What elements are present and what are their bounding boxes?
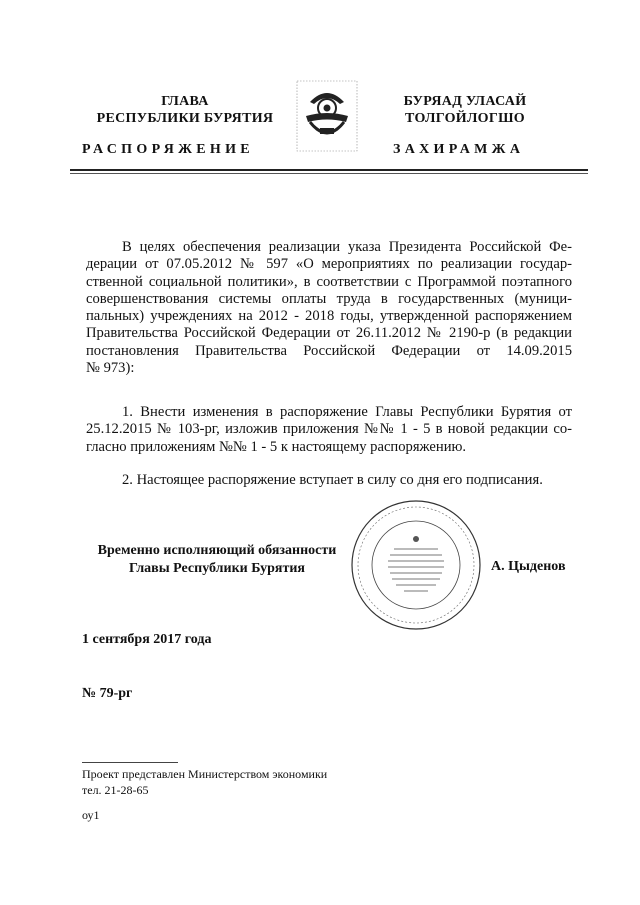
issuer-subtitle-bua: ТОЛГОЙЛОГШО — [405, 111, 525, 126]
issuer-block-ru — [70, 93, 300, 127]
signatory-name: А. Цыденов — [491, 559, 566, 574]
text-line: гласно приложениям №№ 1 - 5 к настоящему распоряжению. — [86, 438, 467, 455]
text-line: дерации от 07.05.2012 № 597 «О мероприятиях по реализации государ- — [86, 256, 572, 273]
signatory-title-line: Временно исполняющий обязанности — [97, 543, 337, 558]
document-type-bua: ЗАХИРАМЖА — [393, 142, 525, 157]
signatory-title — [82, 542, 352, 578]
header-divider-thin — [70, 173, 588, 174]
intro-paragraph — [86, 239, 572, 377]
document-number: № 79-рг — [82, 686, 133, 701]
text-line: совершенствования системы оплаты труда в государственных (муници- — [86, 290, 572, 307]
text-line: постановления Правительства Российской Федерации от 14.09.2015 — [86, 342, 572, 359]
footnote-divider — [82, 762, 178, 763]
footnote — [82, 766, 327, 798]
text-line: пальных) учреждениях на 2012 - 2018 годы, утвержденной распоряжением — [86, 308, 572, 325]
issuer-subtitle-ru: РЕСПУБЛИКИ БУРЯТИЯ — [96, 111, 274, 126]
text-line: В целях обеспечения реализации указа Президента Российской Фе- — [122, 239, 572, 255]
issuer-title-ru: ГЛАВА — [161, 94, 209, 109]
official-seal-icon — [348, 497, 484, 633]
item-2-paragraph — [86, 472, 572, 489]
item-1-paragraph — [86, 404, 572, 456]
signatory-title-line: Главы Республики Бурятия — [128, 561, 305, 576]
document-type-ru: РАСПОРЯЖЕНИЕ — [82, 142, 254, 157]
footnote-line: Проект представлен Министерством экономики — [82, 767, 328, 781]
text-line: ственной социальной политики», в соответствии с Программой поэтапного — [86, 273, 572, 290]
text-line: № 973): — [86, 360, 135, 377]
issuer-title-bua: БУРЯАД УЛАСАЙ — [403, 94, 527, 109]
coat-of-arms-icon — [296, 80, 358, 152]
text-line: Правительства Российской Федерации от 26.11.2012 № 2190-р (в редакции — [86, 325, 572, 342]
header-divider — [70, 169, 588, 171]
footer-code: оу1 — [82, 808, 100, 822]
text-line: 2. Настоящее распоряжение вступает в силу со дня его подписания. — [122, 472, 543, 488]
footnote-line: тел. 21-28-65 — [82, 783, 149, 797]
issuer-block-bua — [350, 93, 580, 127]
text-line: 25.12.2015 № 103-рг, изложив приложения №№ 1 - 5 в новой редакции со- — [86, 421, 572, 438]
document-date: 1 сентября 2017 года — [82, 632, 212, 647]
text-line: 1. Внести изменения в распоряжение Главы Республики Бурятия от — [122, 404, 572, 420]
